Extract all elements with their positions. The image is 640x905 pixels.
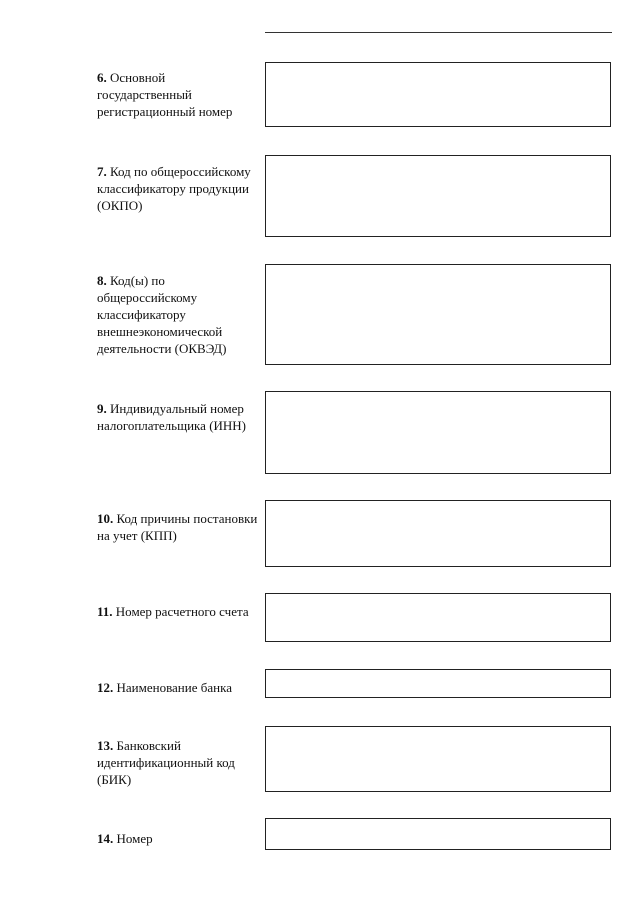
field-11-text: Номер расчетного счета <box>115 604 249 619</box>
field-11-number: 11. <box>97 604 113 619</box>
field-10-label <box>97 510 262 544</box>
field-8-label <box>97 272 262 357</box>
field-13-number: 13. <box>97 738 114 753</box>
field-9-label <box>97 400 262 434</box>
field-6-input-box[interactable] <box>265 62 611 127</box>
field-14-label <box>97 830 262 847</box>
field-13-text: Банковский идентификационный код (БИК) <box>97 738 235 787</box>
field-7-input-box[interactable] <box>265 155 611 237</box>
field-12-label <box>97 679 262 696</box>
field-11-input-box[interactable] <box>265 593 611 642</box>
field-8-text: Код(ы) по общероссийскому классификатору внешнеэкономической деятельности (ОКВЭД) <box>97 273 227 356</box>
field-12-text: Наименование банка <box>116 680 232 695</box>
field-12-number: 12. <box>97 680 114 695</box>
field-13-input-box[interactable] <box>265 726 611 792</box>
field-14-text: Номер <box>116 831 153 846</box>
field-14-input-box[interactable] <box>265 818 611 850</box>
field-10-number: 10. <box>97 511 114 526</box>
field-8-input-box[interactable] <box>265 264 611 365</box>
field-13-label <box>97 737 262 788</box>
field-6-text: Основной государственный регистрационный номер <box>97 70 233 119</box>
field-8-number: 8. <box>97 273 107 288</box>
field-9-number: 9. <box>97 401 107 416</box>
top-signature-line <box>265 32 612 33</box>
field-7-number: 7. <box>97 164 107 179</box>
field-10-input-box[interactable] <box>265 500 611 567</box>
field-12-input-box[interactable] <box>265 669 611 698</box>
field-6-number: 6. <box>97 70 107 85</box>
field-9-text: Индивидуальный номер налогоплательщика (ИНН) <box>97 401 247 433</box>
field-11-label <box>97 603 262 620</box>
field-7-label <box>97 163 262 214</box>
field-10-text: Код причины постановки на учет (КПП) <box>97 511 258 543</box>
field-7-text: Код по общероссийскому классификатору продукции (ОКПО) <box>97 164 251 213</box>
field-9-input-box[interactable] <box>265 391 611 474</box>
field-6-label <box>97 69 262 120</box>
field-14-number: 14. <box>97 831 114 846</box>
